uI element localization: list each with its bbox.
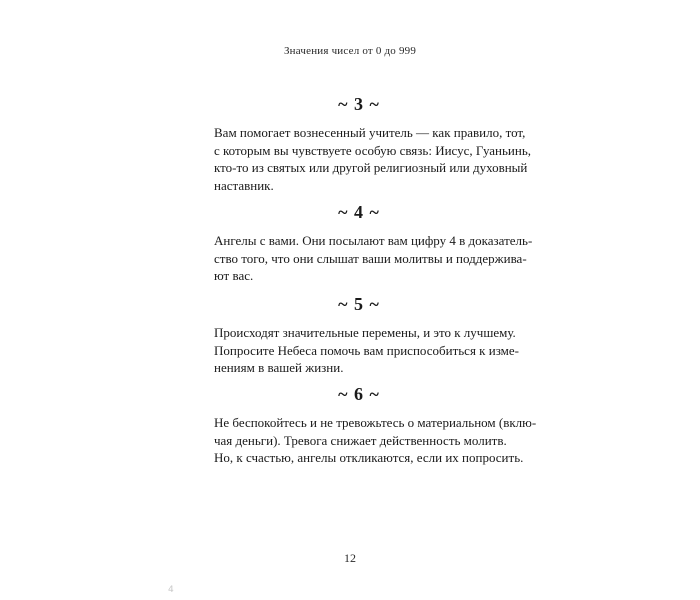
- text-line: ют вас.: [214, 268, 254, 283]
- text-line: Вам помогает вознесенный учитель — как правило, тот,: [214, 125, 526, 140]
- paragraph: [214, 324, 519, 377]
- section-5: [214, 292, 519, 377]
- section-6: [214, 382, 537, 467]
- paragraph: [214, 124, 532, 194]
- text-line: нениям в вашей жизни.: [214, 360, 344, 375]
- text-line: Попросите Небеса помочь вам приспособиться к изме-: [214, 342, 519, 358]
- number-heading: ~ 6 ~: [338, 384, 380, 404]
- text-line: с которым вы чувствуете особую связь: Иисус, Гуаньинь,: [214, 142, 532, 158]
- paragraph: [214, 232, 533, 285]
- text-line: наставник.: [214, 177, 274, 193]
- paragraph: [214, 414, 537, 467]
- text-line: Ангелы с вами. Они посылают вам цифру 4 в доказатель-: [214, 233, 533, 248]
- number-heading: ~ 3 ~: [338, 94, 380, 114]
- text-line: чая деньги). Тревога снижает действенность молитв.: [214, 432, 507, 448]
- section-4: [214, 200, 533, 285]
- text-line: кто-то из святых или другой религиозный или духовный: [214, 160, 528, 175]
- number-heading: ~ 5 ~: [338, 294, 380, 314]
- number-heading: ~ 4 ~: [338, 202, 380, 222]
- corner-mark: 4: [168, 585, 174, 595]
- text-line: Но, к счастью, ангелы откликаются, если их попросить.: [214, 450, 524, 465]
- text-line: Не беспокойтесь и не тревожьтесь о материальном (вклю-: [214, 415, 537, 430]
- page-number: 12: [344, 551, 356, 565]
- running-head: Значения чисел от 0 до 999: [283, 45, 417, 57]
- text-line: Происходят значительные перемены, и это к лучшему.: [214, 325, 516, 340]
- text-line: ство того, что они слышат ваши молитвы и поддержива-: [214, 250, 527, 266]
- section-3: [214, 92, 532, 194]
